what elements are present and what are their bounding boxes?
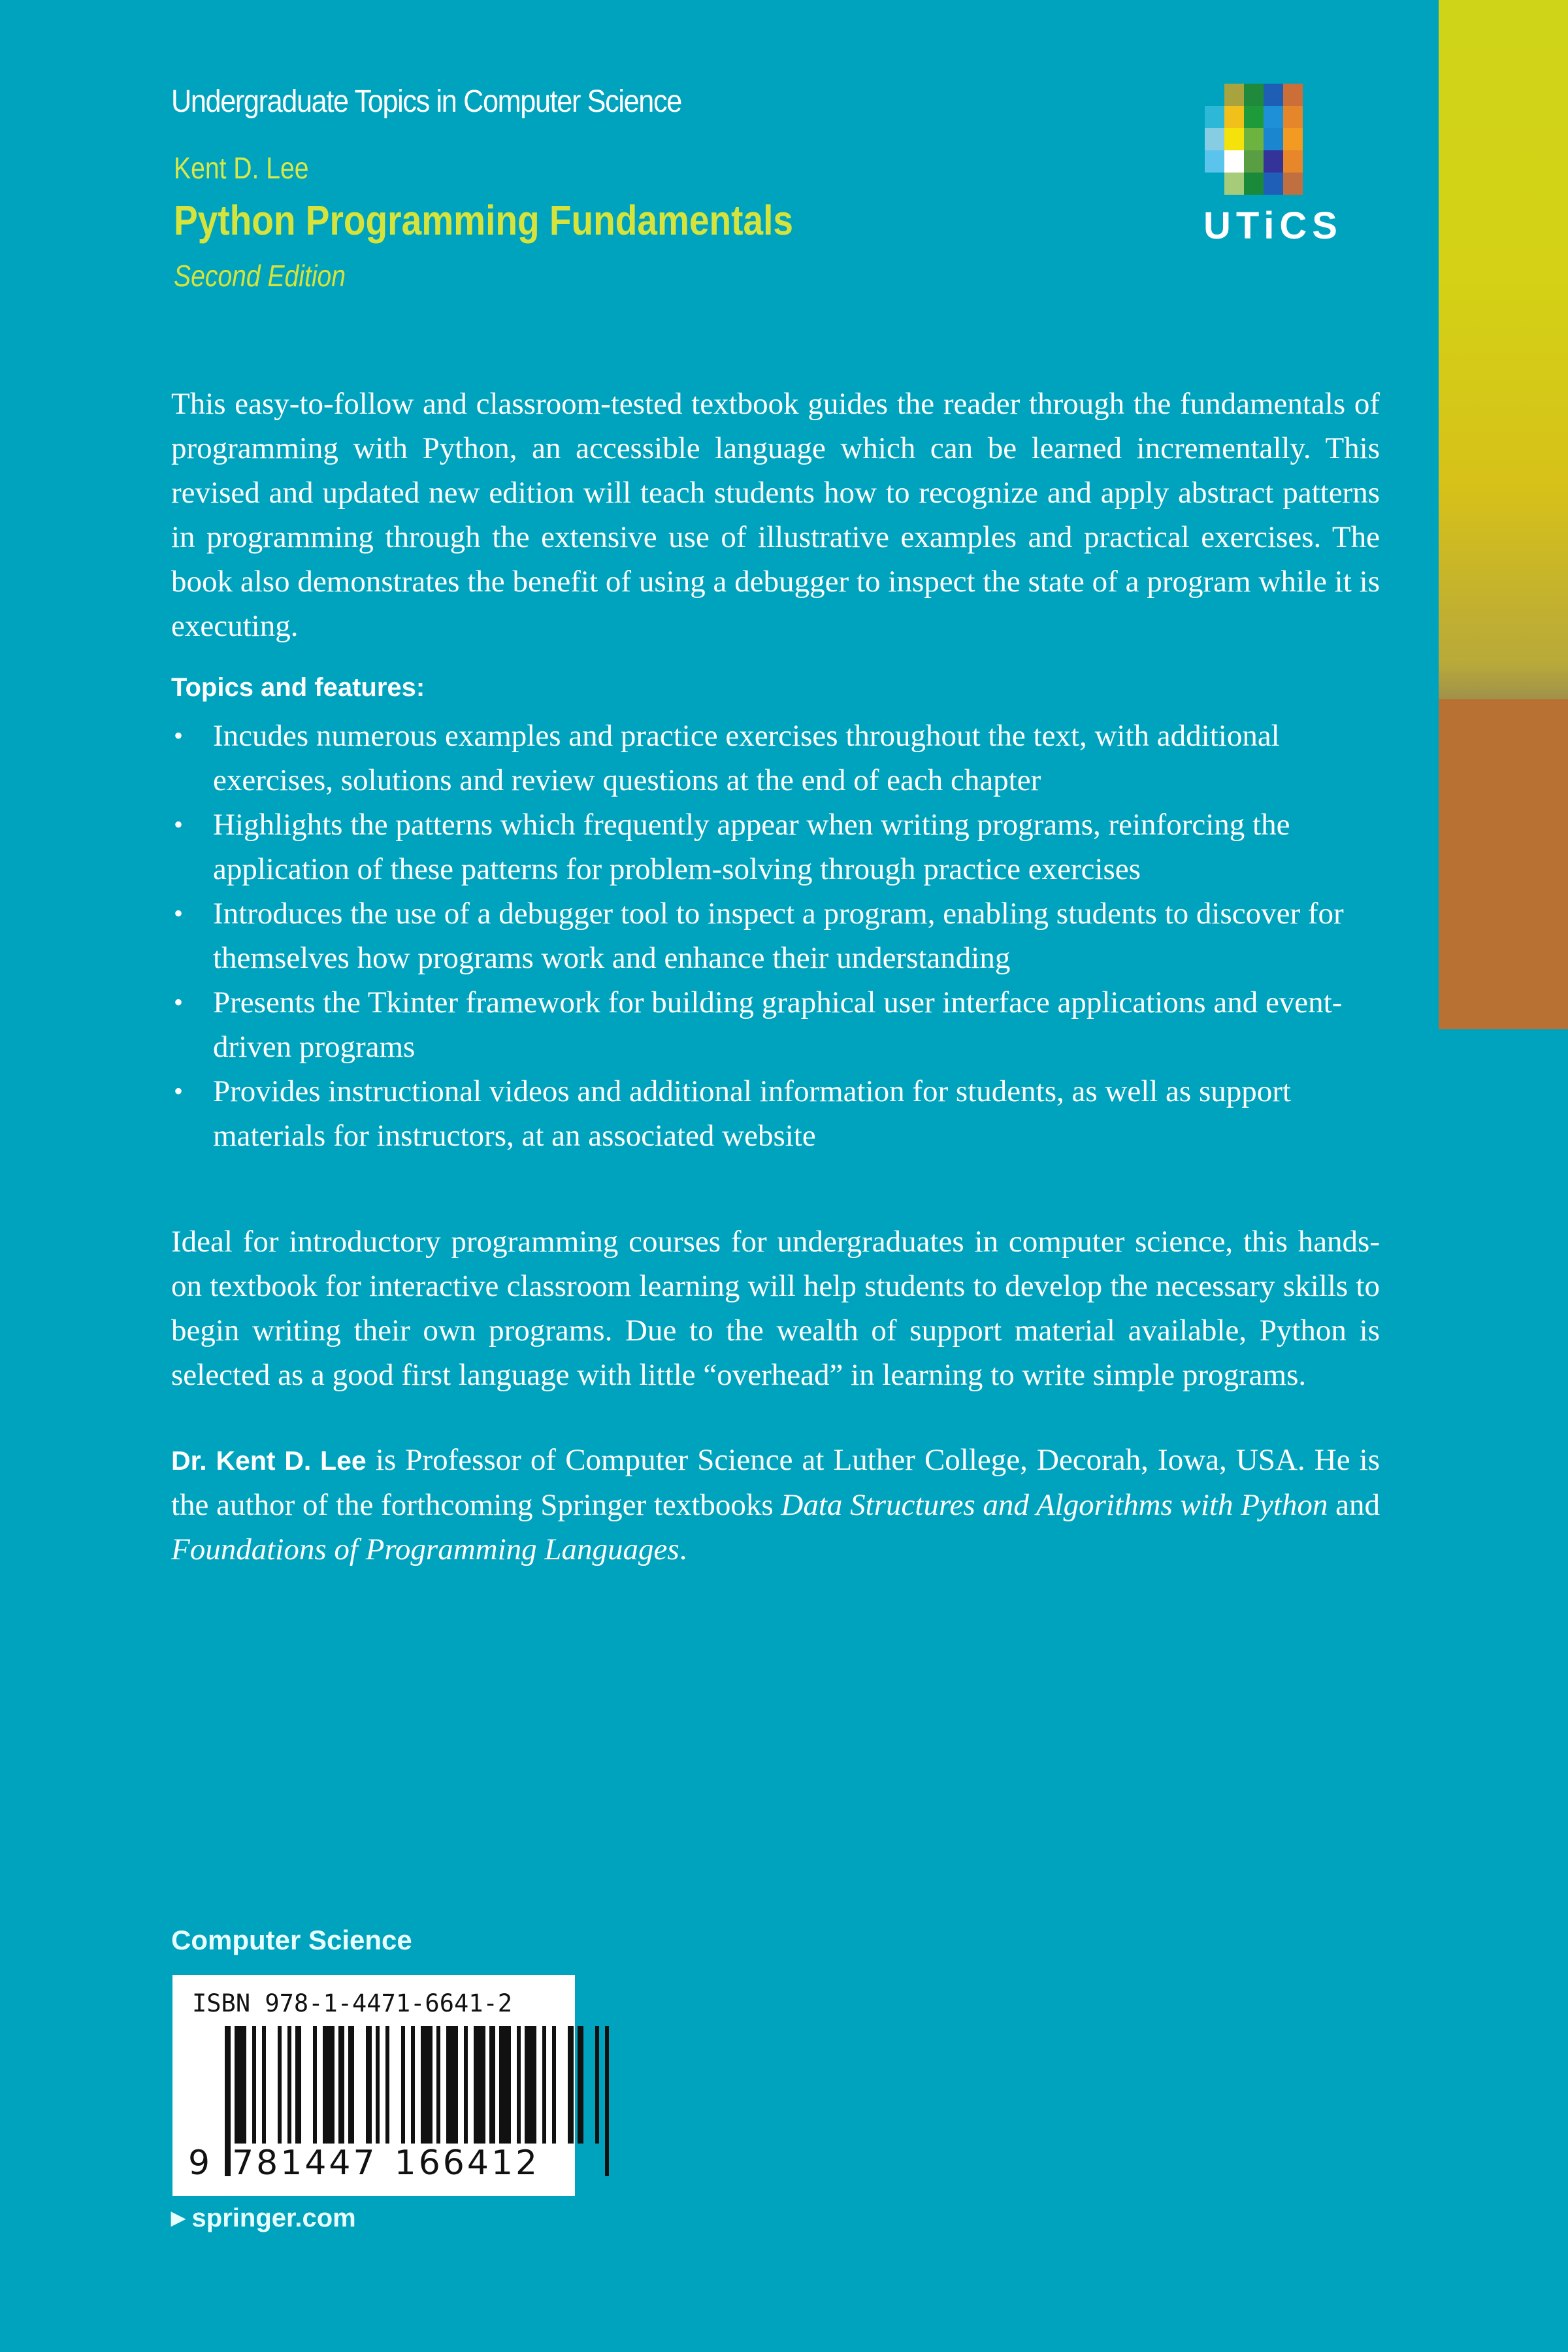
barcode-bar <box>338 2026 344 2144</box>
ean-digits: 9 781447 166412 <box>188 2144 540 2183</box>
barcode-bar <box>287 2026 291 2144</box>
barcode-bar <box>489 2026 495 2144</box>
barcode-bar <box>474 2026 485 2144</box>
barcode-panel <box>172 1975 575 2196</box>
barcode-bar <box>295 2026 301 2144</box>
bullet-icon: • <box>174 1076 184 1106</box>
barcode-bar <box>278 2026 282 2144</box>
topic-item: • Incudes numerous examples and practice exercises throughout the text, with additional exercises, solutions and review questions at the end of each chapter <box>171 714 1380 803</box>
ideal-for-paragraph: Ideal for introductory programming courses for undergraduates in computer science, this hands-on textbook for interactive classroom learning will help students to develop the necessary skills to begin writing their own programs. Due to the wealth of support material available, Python is selected as a good first language with little “overhead” in learning to write simple programs. <box>171 1225 1380 1392</box>
barcode-bar <box>552 2026 556 2144</box>
spine-stripe-orange <box>1439 699 1568 1029</box>
bio-book-2: Foundations of Programming Languages <box>171 1532 679 1566</box>
utics-logo <box>1201 84 1343 248</box>
barcode-bar <box>578 2026 583 2144</box>
edition-label: Second Edition <box>174 259 346 293</box>
barcode-bar <box>525 2026 536 2144</box>
barcode-bar <box>446 2026 458 2144</box>
author-name: Kent D. Lee <box>174 151 309 185</box>
topic-item: • Provides instructional videos and additional information for students, as well as support materials for instructors, at an associated website <box>171 1069 1380 1158</box>
subject-category: Computer Science <box>171 1925 412 1955</box>
bio-author-name: Dr. Kent D. Lee <box>171 1446 367 1476</box>
barcode-bar <box>385 2026 389 2144</box>
bullet-icon: • <box>174 810 184 839</box>
bullet-icon: • <box>174 899 184 928</box>
springer-link[interactable]: ▶ springer.com <box>171 2204 356 2232</box>
barcode-bar <box>313 2026 317 2144</box>
topics-list <box>171 714 1380 1158</box>
barcode-bar <box>376 2026 380 2144</box>
barcode-bar <box>595 2026 599 2144</box>
utics-logo-text: UTiCS <box>1203 205 1343 247</box>
barcode-bar <box>517 2026 521 2144</box>
barcode-bar <box>499 2026 511 2144</box>
author-bio-paragraph: Dr. Kent D. Lee is Professor of Computer Science at Luther College, Decorah, Iowa, USA. He is the author of the forthcoming Springer textbooks Data Structures and Algorithms with Python and Foundations of Programming Languages. <box>171 1443 1380 1566</box>
topics-heading: Topics and features: <box>171 673 425 702</box>
bullet-icon: • <box>174 721 184 750</box>
barcode-bar <box>262 2026 266 2144</box>
arrow-right-icon: ▶ <box>171 2208 186 2228</box>
barcode-bar <box>605 2026 609 2176</box>
book-title: Python Programming Fundamentals <box>174 197 794 244</box>
barcode-bar <box>366 2026 372 2144</box>
series-title: Undergraduate Topics in Computer Science <box>171 84 681 119</box>
topic-item: • Highlights the patterns which frequently appear when writing programs, reinforcing the application of these patterns for problem-solving through practice exercises <box>171 803 1380 891</box>
topic-item: • Presents the Tkinter framework for building graphical user interface applications and event-driven programs <box>171 980 1380 1069</box>
barcode-bar <box>464 2026 468 2144</box>
barcode-bar <box>542 2026 546 2144</box>
barcode-bar <box>401 2026 405 2144</box>
topic-item: • Introduces the use of a debugger tool to inspect a program, enabling students to discover for themselves how programs work and enhance their understanding <box>171 891 1380 980</box>
bullet-icon: • <box>174 987 184 1017</box>
barcode-bar <box>252 2026 256 2144</box>
barcode-bar <box>323 2026 335 2144</box>
barcode-bar <box>436 2026 440 2144</box>
description-paragraph: This easy-to-follow and classroom-tested textbook guides the reader through the fundamentals of programming with Python, an accessible language which can be learned incrementally. This revised and updated new edition will teach students how to recognize and apply abstract patterns in programming through the extensive use of illustrative examples and practical exercises. The book also demonstrates the benefit of using a debugger to inspect the state of a program while it is executing. <box>171 387 1380 643</box>
barcode-bar <box>348 2026 354 2144</box>
spine-stripe-yellow <box>1439 0 1568 699</box>
barcode-bar <box>568 2026 574 2144</box>
utics-logo-icon <box>1201 84 1318 196</box>
bio-book-1: Data Structures and Algorithms with Python <box>781 1488 1328 1522</box>
isbn-label: ISBN 978-1-4471-6641-2 <box>192 1989 513 2017</box>
